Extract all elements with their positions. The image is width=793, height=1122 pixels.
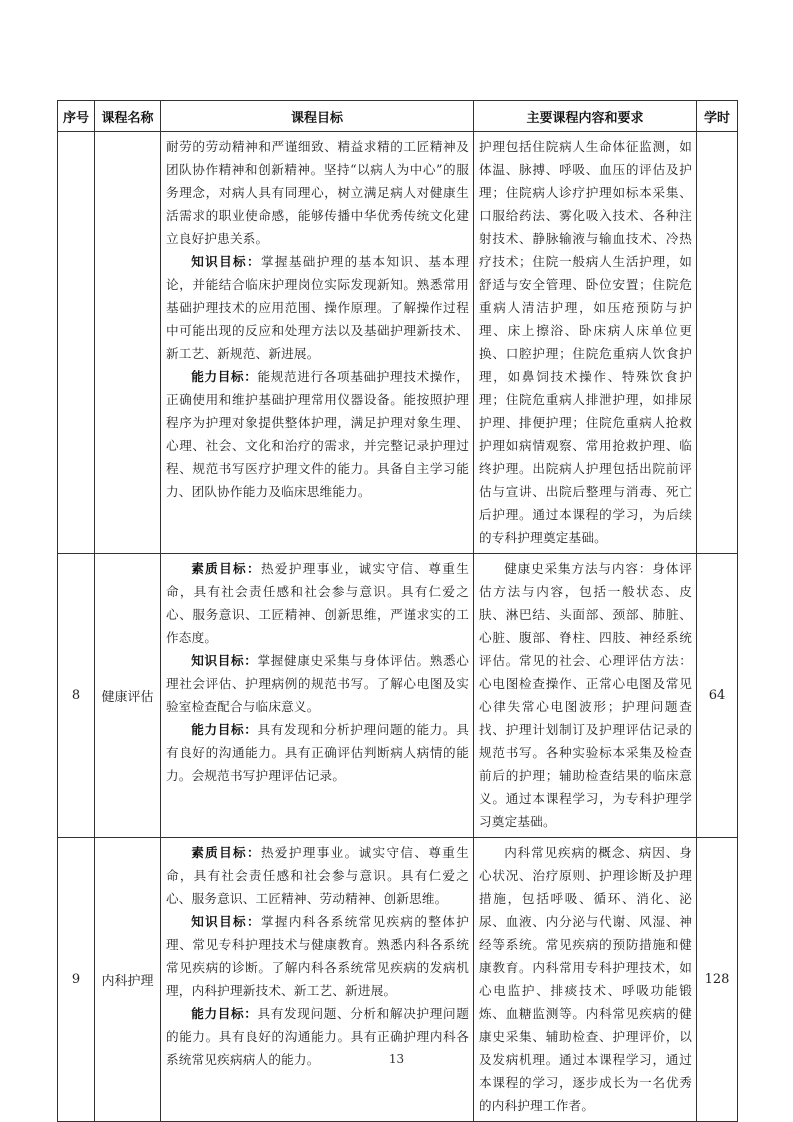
header-course-name: 课程名称	[95, 101, 161, 132]
goal-paragraph	[166, 718, 469, 787]
header-hours: 学时	[697, 101, 738, 132]
course-content	[474, 554, 697, 838]
goal-label: 能力目标：	[191, 722, 258, 737]
course-name: 内科护理	[95, 838, 161, 1122]
goal-text: 具有发现问题、分析和解决护理问题的能力。具有良好的沟通能力。具有正确护理内科各系统常见疾病病人的能力。	[166, 1006, 470, 1067]
goal-text: 掌握健康史采集与身体评估。熟悉心理社会评估、护理病例的规范书写。了解心电图及实验室检查配合与临床意义。	[166, 653, 470, 714]
content-text: 健康史采集方法与内容：身体评估方法与内容，包括一般状态、皮肤、淋巴结、头面部、颈部、肺脏、心脏、腹部、脊柱、四肢、神经系统评估。常见的社会、心理评估方法：心电图检查操作、正常心电图及常见心律失常心电图波形；护理问题查找、护理计划制订及护理评估记录的规范书写。各种实验标本采集及检查前后的护理；辅助检查结果的临床意义。通过本课程学习，为专科护理学习奠定基础。	[479, 561, 692, 829]
course-table	[57, 100, 738, 1122]
goal-paragraph	[166, 365, 469, 503]
goal-paragraph	[166, 841, 469, 910]
course-hours	[697, 132, 738, 554]
goal-paragraph	[166, 135, 469, 250]
row-number	[58, 132, 95, 554]
row-number: 8	[58, 554, 95, 838]
goal-text: 掌握基础护理的基本知识、基本理论，并能结合临床护理岗位实际发现新知。熟悉常用基础护理技术的应用范围、操作原理。了解操作过程中可能出现的反应和处理方法以及基础护理新技术、新工艺、新规范、新进展。	[166, 254, 470, 361]
table-row	[58, 838, 738, 1122]
goal-label: 素质目标：	[191, 561, 261, 576]
content-text: 内科常见疾病的概念、病因、身心状况、治疗原则、护理诊断及护理措施，包括呼吸、循环、消化、泌尿、血液、内分泌与代谢、风湿、神经等系统。常见疾病的预防措施和健康教育。内科常用专科护理技术，如心电监护、排痰技术、呼吸功能锻炼、血糖监测等。内科常见疾病的健康史采集、辅助检查、护理评价，以及发病机理。通过本课程学习，通过本课程的学习，逐步成长为一名优秀的内科护理工作者。	[479, 845, 692, 1113]
goal-text: 能规范进行各项基础护理技术操作，正确使用和维护基础护理常用仪器设备。能按照护理程序为护理对象提供整体护理，满足护理对象生理、心理、社会、文化和治疗的需求，并完整记录护理过程、规范书写医疗护理文件的能力。具备自主学习能力、团队协作能力及临床思维能力。	[166, 369, 470, 499]
goal-text: 热爱护理事业。诚实守信、尊重生命，具有社会责任感和社会参与意识。具有仁爱之心、服务意识、工匠精神、劳动精神、创新思维。	[166, 845, 470, 906]
goal-label: 素质目标：	[191, 845, 261, 860]
course-hours: 128	[697, 838, 738, 1122]
goal-label: 知识目标：	[191, 914, 261, 929]
goal-paragraph	[166, 910, 469, 1002]
header-number: 序号	[58, 101, 95, 132]
table-row	[58, 554, 738, 838]
row-number: 9	[58, 838, 95, 1122]
header-course-content: 主要课程内容和要求	[474, 101, 697, 132]
goal-label: 知识目标：	[191, 254, 261, 269]
goal-label: 知识目标：	[191, 653, 258, 668]
goal-text: 热爱护理事业，诚实守信、尊重生命，具有社会责任感和社会参与意识。具有仁爱之心、服务意识、工匠精神、创新思维，严谨求实的工作态度。	[166, 561, 470, 645]
goal-paragraph	[166, 250, 469, 365]
goal-label: 能力目标：	[191, 369, 258, 384]
content-text: 护理包括住院病人生命体征监测，如体温、脉搏、呼吸、血压的评估及护理；住院病人诊疗护理如标本采集、口服给药法、雾化吸入技术、各种注射技术、静脉输液与输血技术、冷热疗技术；住院一般病人生活护理，如舒适与安全管理、卧位安置；住院危重病人清洁护理，如压疮预防与护理、床上擦浴、卧床病人床单位更换、口腔护理；住院危重病人饮食护理，如鼻饲技术操作、特殊饮食护理；住院危重病人排泄护理，如排尿护理、排便护理；住院危重病人抢救护理如病情观察、常用抢救护理、临终护理。出院病人护理包括出院前评估与宣讲、出院后整理与消毒、死亡后护理。通过本课程的学习，为后续的专科护理奠定基础。	[479, 139, 692, 545]
course-name	[95, 132, 161, 554]
goal-paragraph	[166, 557, 469, 649]
page-number: 13	[388, 1052, 405, 1066]
course-content	[474, 838, 697, 1122]
header-course-goals: 课程目标	[161, 101, 474, 132]
goal-text: 掌握内科各系统常见疾病的整体护理、常见专科护理技术与健康教育。熟悉内科各系统常见疾病的诊断。了解内科各系统常见疾病的发病机理，内科护理新技术、新工艺、新进展。	[166, 914, 470, 998]
course-name: 健康评估	[95, 554, 161, 838]
course-goals	[161, 554, 474, 838]
course-goals	[161, 838, 474, 1122]
table-row	[58, 132, 738, 554]
course-hours: 64	[697, 554, 738, 838]
goal-label: 能力目标：	[191, 1006, 258, 1021]
goal-text: 具有发现和分析护理问题的能力。具有良好的沟通能力。具有正确评估判断病人病情的能力。会规范书写护理评估记录。	[166, 722, 470, 783]
table-header-row	[58, 101, 738, 132]
goal-paragraph	[166, 649, 469, 718]
course-content	[474, 132, 697, 554]
course-goals	[161, 132, 474, 554]
goal-text: 耐劳的劳动精神和严谨细致、精益求精的工匠精神及团队协作精神和创新精神。坚持“以病人为中心”的服务理念，对病人具有同理心，树立满足病人对健康生活需求的职业使命感，能够传播中华优秀传统文化建立良好护患关系。	[166, 139, 469, 246]
